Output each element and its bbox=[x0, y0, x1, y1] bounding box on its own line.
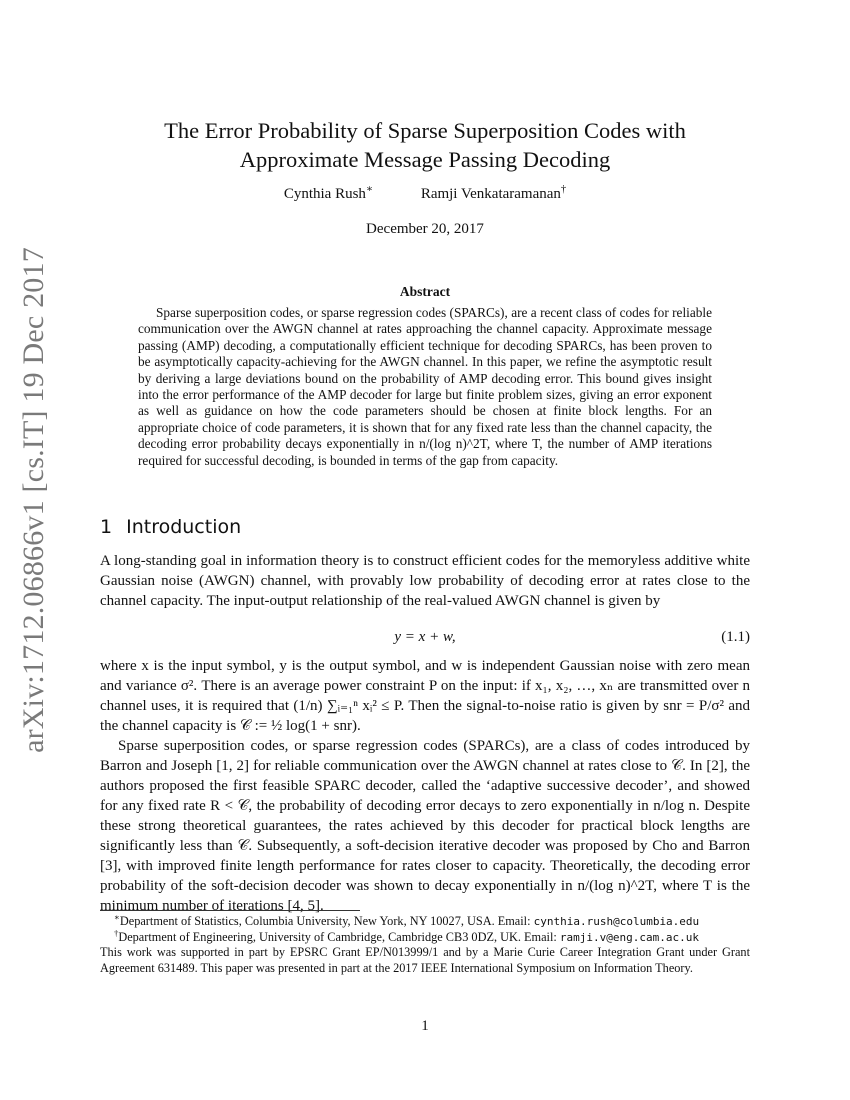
footnote-1-mark: ∗ bbox=[114, 911, 120, 922]
author-2 bbox=[421, 186, 566, 202]
footnote-1-text: Department of Statistics, Columbia University, New York, NY 10027, USA. Email: bbox=[119, 914, 531, 928]
footnote-2-mark: † bbox=[114, 927, 119, 938]
footnote-2 bbox=[100, 927, 750, 946]
intro-paragraph-1: A long-standing goal in information theory is to construct efficient codes for the memoryless additive white Gaussian noise (AWGN) channel, with provably low probability of decoding error at rates close to the channel capacity. The input-output relationship of the real-valued AWGN channel is given by bbox=[100, 553, 750, 609]
footnote-1-email: cynthia.rush@columbia.edu bbox=[533, 915, 700, 928]
author-1 bbox=[284, 186, 373, 202]
author-2-footnote-mark: † bbox=[560, 184, 567, 195]
author-list bbox=[100, 186, 750, 203]
section-title: Introduction bbox=[126, 516, 242, 538]
author-2-name: Ramji Venkataramanan bbox=[420, 186, 561, 202]
footnotes bbox=[100, 911, 750, 976]
author-1-footnote-mark: ∗ bbox=[365, 184, 374, 195]
intro-paragraph-3: Sparse superposition codes, or sparse regression codes (SPARCs), are a class of codes introduced by Barron and Joseph [1, 2] for reliable communication over the AWGN channel at rates close to 𝒞. In [2], the authors proposed the first feasible SPARC decoder, called the ‘adaptive successive decoder’, and showed for any fixed rate R < 𝒞, the probability of decoding error decays to zero exponentially in n/log n. Despite these strong theoretical guarantees, the rates achieved by this decoder for practical block lengths are significantly less than 𝒞. Subsequently, a soft-decision iterative decoder was proposed by Cho and Barron [3], with improved finite length performance for rates closer to capacity. Theoretically, the decoding error probability of the soft-decision decoder was shown to decay exponentially in n/(log n)^2T, where T is the minimum number of iterations [4, 5]. bbox=[100, 738, 750, 914]
footnote-funding: This work was supported in part by EPSRC Grant EP/N013999/1 and by a Marie Curie Career Integration Grant under Grant Agreement 631489. This paper was presented in part at the 2017 IEEE International Symposium on Information Theory. bbox=[100, 945, 750, 975]
publication-date: December 20, 2017 bbox=[366, 221, 484, 237]
paper-title-line-2: Approximate Message Passing Decoding bbox=[239, 147, 611, 172]
intro-paragraph-2: where x is the input symbol, y is the output symbol, and w is independent Gaussian noise with zero mean and variance σ². There is an average power constraint P on the input: if x₁, x₂, …, xₙ are transmitted over n channel uses, it is required that (1/n) ∑ᵢ₌₁ⁿ xᵢ² ≤ P. Then the signal-to-noise ratio is given by snr = P/σ² and the channel capacity is 𝒞 := ½ log(1 + snr). bbox=[100, 658, 750, 734]
abstract-text: Sparse superposition codes, or sparse regression codes (SPARCs), are a recent class of codes for reliable communication over the AWGN channel at rates approaching the channel capacity. Approximate message passing (AMP) decoding, a computationally efficient technique for decoding SPARCs, has been proven to be asymptotically capacity-achieving for the AWGN channel. In this paper, we refine the asymptotic result by deriving a large deviations bound on the probability of AMP decoding error. This bound gives insight into the error performance of the AMP decoder for large but finite problem sizes, giving an error exponent as well as guidance on how the code parameters should be chosen at finite block lengths. For an appropriate choice of code parameters, it is shown that for any fixed rate less than the channel capacity, the decoding error probability decays exponentially in n/(log n)^2T, where T, the number of AMP iterations required for successful decoding, is bounded in terms of the gap from capacity. bbox=[138, 305, 712, 468]
footnote-1 bbox=[100, 911, 750, 930]
section-heading bbox=[100, 516, 241, 538]
paper-title bbox=[100, 116, 750, 174]
page-number: 1 bbox=[421, 1018, 429, 1034]
author-1-name: Cynthia Rush bbox=[283, 186, 366, 202]
paper-title-line-1: The Error Probability of Sparse Superposition Codes with bbox=[164, 118, 686, 143]
footnote-2-text: Department of Engineering, University of Cambridge, Cambridge CB3 0DZ, UK. Email: bbox=[118, 929, 557, 944]
footnote-2-email: ramji.v@eng.cam.ac.uk bbox=[559, 930, 699, 944]
equation-number: (1.1) bbox=[721, 629, 750, 645]
arxiv-identifier-stamp bbox=[14, 247, 54, 753]
section-number: 1 bbox=[100, 516, 113, 538]
abstract-heading: Abstract bbox=[399, 284, 451, 299]
equation-content: y = x + w, bbox=[394, 629, 456, 645]
arxiv-identifier-text: arXiv:1712.06866v1 [cs.IT] 19 Dec 2017 bbox=[17, 247, 50, 753]
equation-1-1 bbox=[100, 629, 750, 649]
footnote-divider bbox=[100, 910, 360, 911]
